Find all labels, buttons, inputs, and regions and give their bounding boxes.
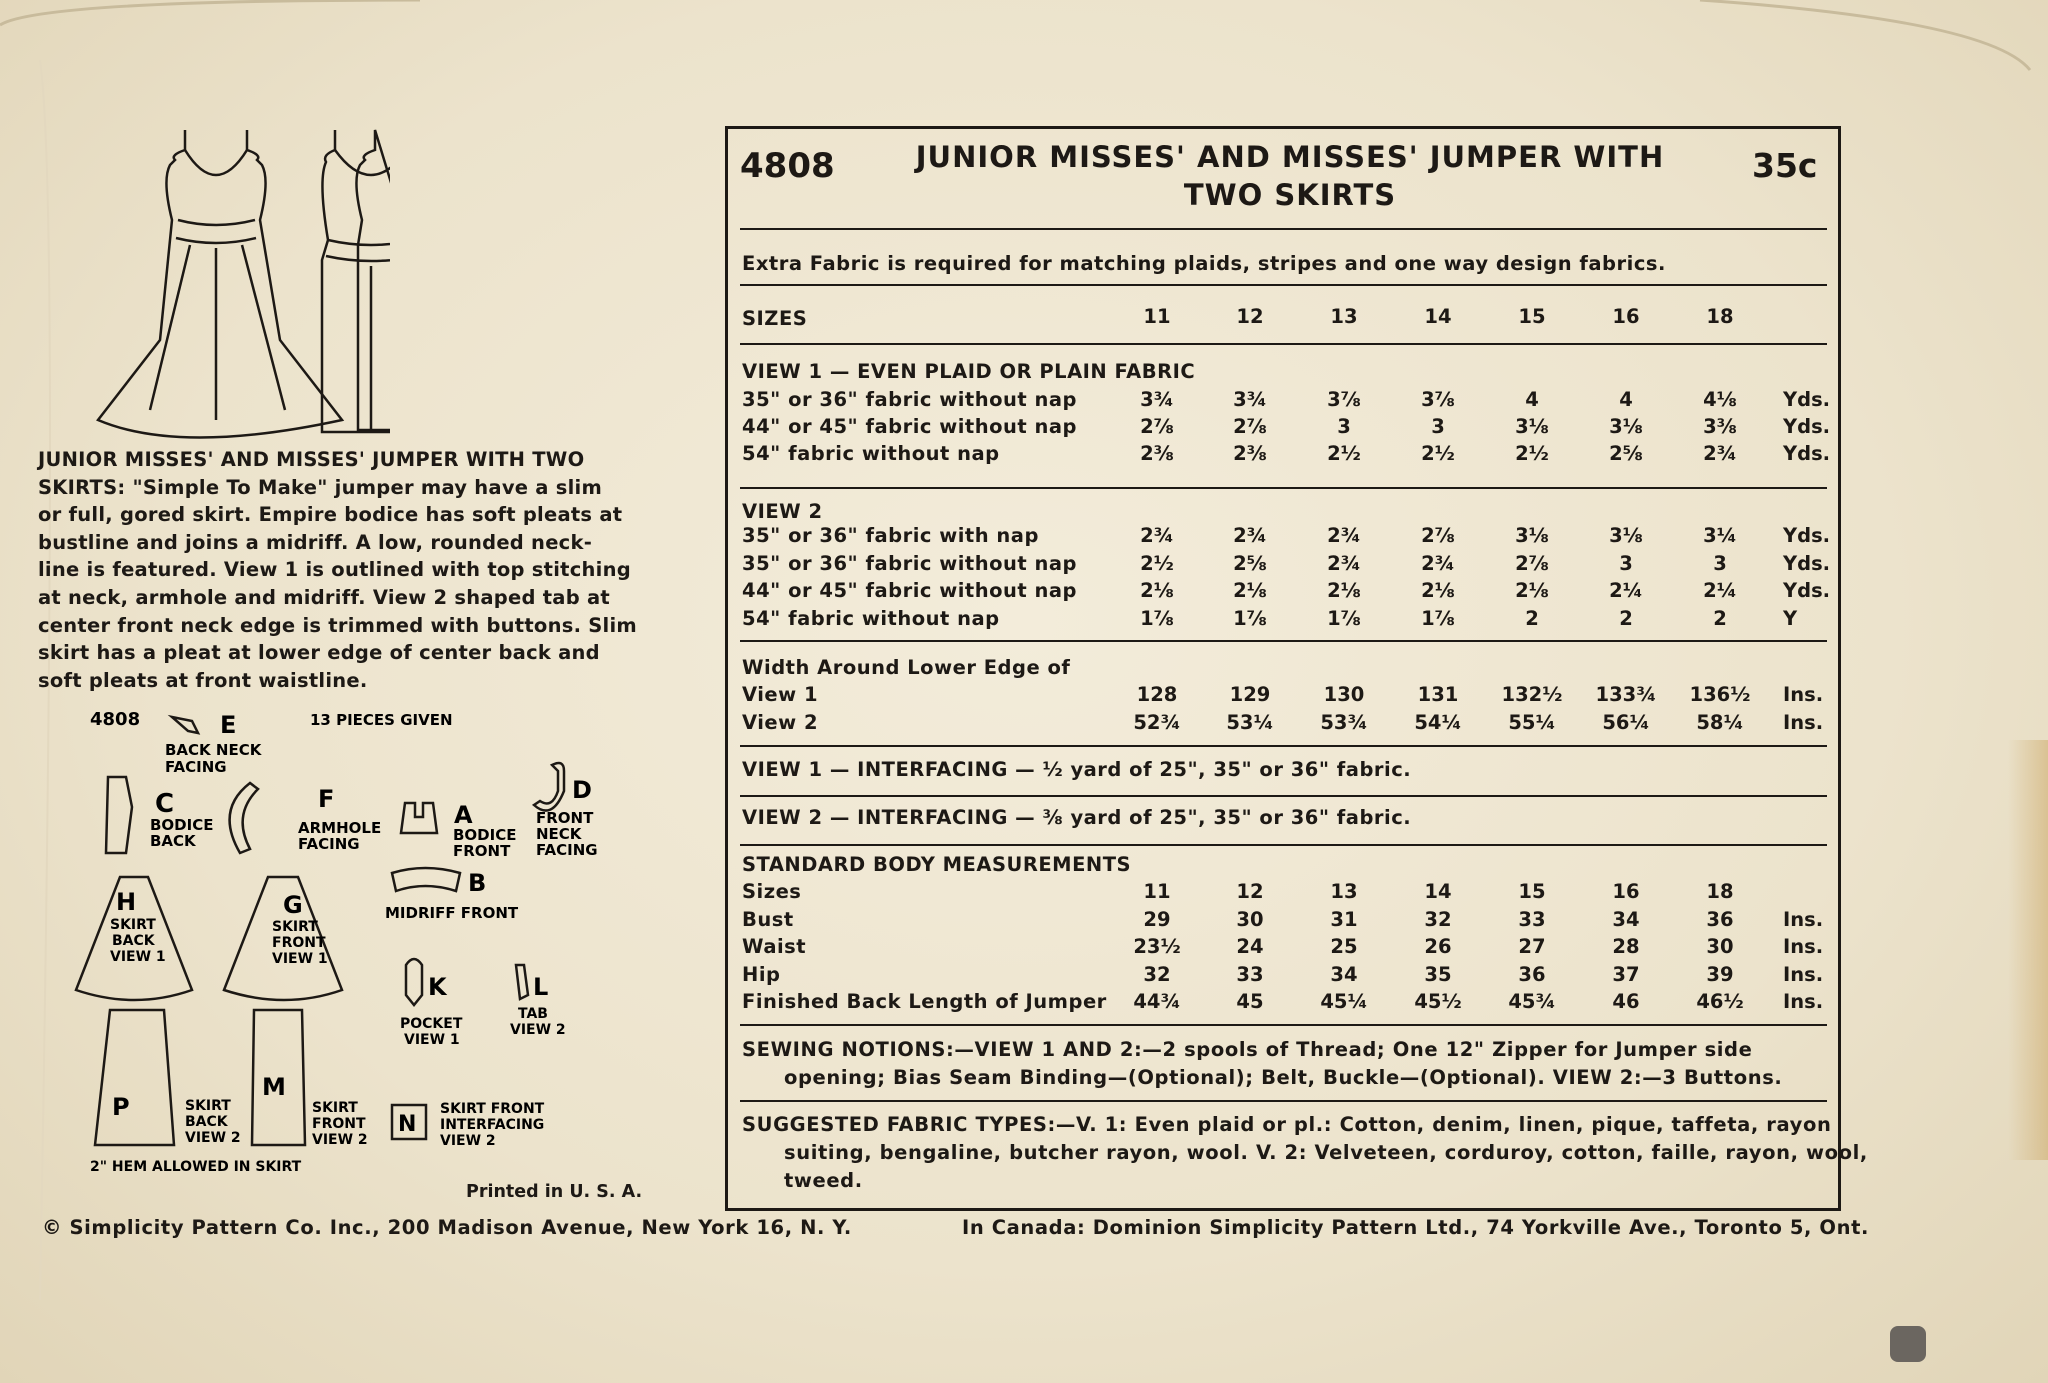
table-cell: 2⅜ xyxy=(1233,442,1267,465)
piece-h-label: SKIRT xyxy=(110,917,156,933)
table-cell: 2½ xyxy=(1515,442,1549,465)
size-header: 13 xyxy=(1330,305,1358,328)
piece-letter-e: E xyxy=(220,711,237,739)
row-unit: Y xyxy=(1783,606,1798,630)
piece-g-label: FRONT xyxy=(272,935,326,951)
piece-n-label: SKIRT FRONT xyxy=(440,1101,545,1117)
row-label: 54" fabric without nap xyxy=(742,606,1000,630)
table-cell: 4 xyxy=(1619,388,1633,411)
piece-k-label: POCKET xyxy=(400,1016,463,1032)
table-cell: 2⅝ xyxy=(1609,442,1643,465)
table-cell: 36 xyxy=(1706,907,1734,931)
table-cell: 52¾ xyxy=(1133,710,1181,734)
table-cell: 3⅞ xyxy=(1421,388,1455,411)
row-label: 44" or 45" fabric without nap xyxy=(742,415,1078,438)
table-cell: 1⅞ xyxy=(1140,606,1174,630)
table-cell: 36 xyxy=(1518,962,1546,986)
table-cell: 3⅞ xyxy=(1327,388,1361,411)
piece-letter-h: H xyxy=(116,888,137,916)
piece-l-label: TAB xyxy=(518,1006,548,1022)
piece-m-label: VIEW 2 xyxy=(312,1132,368,1148)
view2-interfacing: VIEW 2 — INTERFACING — ⅜ yard of 25", 35" or 36" fabric. xyxy=(742,806,1412,829)
piece-letter-k: K xyxy=(428,973,447,1001)
table-cell: 3 xyxy=(1337,415,1351,438)
view1-heading: VIEW 1 — EVEN PLAID OR PLAIN FABRIC xyxy=(742,360,1196,383)
description-line: SKIRTS: "Simple To Make" jumper may have a slim xyxy=(38,475,603,499)
piece-f-label: ARMHOLE xyxy=(298,819,382,837)
row-label: 35" or 36" fabric without nap xyxy=(742,551,1078,575)
table-cell: 3 xyxy=(1713,551,1727,575)
piece-d-label: FACING xyxy=(536,841,598,859)
view1-interfacing: VIEW 1 — INTERFACING — ½ yard of 25", 35" or 36" fabric. xyxy=(742,758,1412,781)
table-cell: 26 xyxy=(1424,935,1452,958)
piece-letter-f: F xyxy=(318,785,335,813)
row-unit: Yds. xyxy=(1783,579,1831,602)
table-cell: 30 xyxy=(1236,907,1264,931)
row-unit: Yds. xyxy=(1783,442,1831,465)
piece-f-label: FACING xyxy=(298,835,360,853)
piece-p-label: BACK xyxy=(185,1114,228,1130)
table-cell: 3⅛ xyxy=(1609,415,1643,438)
footer-copyright: © Simplicity Pattern Co. Inc., 200 Madison Avenue, New York 16, N. Y. xyxy=(42,1216,852,1239)
table-cell: 2¾ xyxy=(1233,524,1267,547)
table-cell: 45¾ xyxy=(1508,990,1556,1013)
piece-g-label: SKIRT xyxy=(272,919,318,935)
piece-a-label: BODICE xyxy=(453,826,517,844)
table-cell: 1⅞ xyxy=(1327,606,1361,630)
table-cell: 30 xyxy=(1706,935,1734,958)
row-label: 44" or 45" fabric without nap xyxy=(742,579,1078,602)
pattern-description xyxy=(38,446,643,694)
piece-m-label: FRONT xyxy=(312,1116,366,1132)
table-cell: 133¾ xyxy=(1595,683,1657,706)
table-cell: 27 xyxy=(1518,935,1546,958)
table-cell: 53¾ xyxy=(1320,710,1368,734)
table-cell: 33 xyxy=(1236,962,1264,986)
table-cell: 2⅝ xyxy=(1233,551,1267,575)
row-unit: Ins. xyxy=(1783,990,1824,1013)
piece-n-label: VIEW 2 xyxy=(440,1133,496,1149)
table-cell: 16 xyxy=(1612,880,1640,903)
row-label: 35" or 36" fabric without nap xyxy=(742,388,1078,411)
description-line: center front neck edge is trimmed with buttons. Slim xyxy=(38,613,637,637)
table-cell: 3⅛ xyxy=(1515,524,1549,547)
piece-k-label: VIEW 1 xyxy=(404,1032,460,1048)
row-label: 35" or 36" fabric with nap xyxy=(742,524,1039,547)
piece-p-label: SKIRT xyxy=(185,1098,231,1114)
piece-d-label: FRONT xyxy=(536,809,594,827)
table-cell: 3¼ xyxy=(1703,524,1737,547)
row-label: Finished Back Length of Jumper xyxy=(742,990,1107,1013)
piece-h-label: BACK xyxy=(112,933,155,949)
table-cell: 39 xyxy=(1706,962,1734,986)
size-header: 18 xyxy=(1706,305,1734,328)
table-cell: 15 xyxy=(1518,880,1546,903)
description-line: JUNIOR MISSES' AND MISSES' JUMPER WITH TWO xyxy=(38,448,585,471)
description-line: line is featured. View 1 is outlined with top stitching xyxy=(38,558,631,582)
sizes-label: SIZES xyxy=(742,307,808,330)
table-cell: 2⅛ xyxy=(1327,579,1361,602)
table-cell: 44¾ xyxy=(1133,990,1181,1013)
table-cell: 58¼ xyxy=(1696,710,1744,734)
hem-note: 2" HEM ALLOWED IN SKIRT xyxy=(90,1159,302,1175)
divider xyxy=(740,284,1827,286)
piece-letter-b: B xyxy=(468,869,487,897)
footer-canada: In Canada: Dominion Simplicity Pattern Ltd., 74 Yorkville Ave., Toronto 5, Ont. xyxy=(962,1216,1870,1239)
table-cell: 128 xyxy=(1136,683,1178,706)
table-cell: 18 xyxy=(1706,880,1734,903)
table-cell: 1⅞ xyxy=(1421,606,1455,630)
table-cell: 2¾ xyxy=(1327,551,1361,575)
row-unit: Ins. xyxy=(1783,962,1824,986)
table-cell: 2 xyxy=(1525,606,1539,630)
table-cell: 2 xyxy=(1619,606,1633,630)
size-header: 15 xyxy=(1518,305,1546,328)
table-cell: 2¼ xyxy=(1609,579,1643,602)
divider xyxy=(740,487,1827,489)
piece-letter-m: M xyxy=(262,1073,286,1101)
width-heading: Width Around Lower Edge of xyxy=(742,656,1071,679)
row-unit: Yds. xyxy=(1783,524,1831,547)
edge-stain xyxy=(2008,740,2048,1160)
row-label: Hip xyxy=(742,962,781,986)
piece-letter-p: P xyxy=(112,1093,130,1121)
table-cell: 2⅛ xyxy=(1233,579,1267,602)
table-cell: 2¾ xyxy=(1140,524,1174,547)
divider xyxy=(740,795,1827,797)
table-cell: 32 xyxy=(1424,907,1452,931)
divider xyxy=(740,343,1827,345)
printed-in: Printed in U. S. A. xyxy=(466,1182,643,1202)
piece-letter-g: G xyxy=(283,891,303,919)
divider xyxy=(740,228,1827,230)
table-cell: 1⅞ xyxy=(1233,606,1267,630)
row-unit: Ins. xyxy=(1783,710,1824,734)
table-cell: 2⅞ xyxy=(1140,415,1174,438)
sewing-notions-line1: SEWING NOTIONS:—VIEW 1 AND 2:—2 spools of Thread; One 12" Zipper for Jumper side xyxy=(742,1038,1753,1061)
row-label: View 1 xyxy=(742,683,819,706)
table-cell: 3¾ xyxy=(1233,388,1267,411)
row-label: Waist xyxy=(742,935,807,958)
row-unit: Ins. xyxy=(1783,907,1824,931)
table-cell: 2⅛ xyxy=(1515,579,1549,602)
piece-c-label: BODICE xyxy=(150,816,214,834)
row-unit: Ins. xyxy=(1783,683,1824,706)
table-cell: 31 xyxy=(1330,907,1358,931)
table-cell: 55¼ xyxy=(1508,710,1556,734)
row-unit: Yds. xyxy=(1783,551,1831,575)
description-line: bustline and joins a midriff. A low, rounded neck- xyxy=(38,530,593,554)
piece-d-label: NECK xyxy=(536,825,582,843)
corner-mark xyxy=(1890,1326,1926,1362)
row-unit: Ins. xyxy=(1783,935,1824,958)
size-header: 12 xyxy=(1236,305,1264,328)
piece-letter-l: L xyxy=(533,973,549,1001)
piece-e-label: BACK NECK xyxy=(165,741,262,759)
description-line: at neck, armhole and midriff. View 2 shaped tab at xyxy=(38,585,610,609)
table-cell: 3¾ xyxy=(1140,388,1174,411)
piece-g-label: VIEW 1 xyxy=(272,951,328,967)
table-cell: 130 xyxy=(1323,683,1365,706)
table-cell: 12 xyxy=(1236,880,1264,903)
table-cell: 45½ xyxy=(1414,990,1462,1013)
table-cell: 131 xyxy=(1417,683,1459,706)
pieces-pattern-number: 4808 xyxy=(90,709,141,730)
table-cell: 2⅛ xyxy=(1421,579,1455,602)
fabric-types-line3: tweed. xyxy=(784,1169,863,1192)
row-unit: Yds. xyxy=(1783,415,1831,438)
piece-h-label: VIEW 1 xyxy=(110,949,166,965)
table-cell: 136½ xyxy=(1689,683,1751,706)
table-cell: 3⅛ xyxy=(1609,524,1643,547)
row-label: 54" fabric without nap xyxy=(742,442,1000,465)
table-cell: 14 xyxy=(1424,880,1452,903)
table-cell: 23½ xyxy=(1133,935,1181,958)
divider xyxy=(740,1024,1827,1026)
table-cell: 32 xyxy=(1143,962,1171,986)
table-cell: 2½ xyxy=(1421,442,1455,465)
table-cell: 54¼ xyxy=(1414,710,1462,734)
table-cell: 129 xyxy=(1229,683,1271,706)
table-cell: 53¼ xyxy=(1226,710,1274,734)
table-cell: 2¾ xyxy=(1703,442,1737,465)
table-cell: 45¼ xyxy=(1320,990,1368,1013)
piece-letter-d: D xyxy=(572,776,592,804)
row-label: Sizes xyxy=(742,880,802,903)
size-header: 11 xyxy=(1143,305,1171,328)
table-cell: 3 xyxy=(1431,415,1445,438)
table-cell: 13 xyxy=(1330,880,1358,903)
pieces-count: 13 PIECES GIVEN xyxy=(310,711,453,729)
fabric-types-line2: suiting, bengaline, butcher rayon, wool. V. 2: Velveteen, corduroy, cotton, faille, rayon, wool, xyxy=(784,1141,1868,1164)
row-label: View 2 xyxy=(742,710,819,734)
description-line: or full, gored skirt. Empire bodice has soft pleats at xyxy=(38,503,623,527)
piece-e-label: FACING xyxy=(165,758,227,776)
fabric-types-line1: SUGGESTED FABRIC TYPES:—V. 1: Even plaid or pl.: Cotton, denim, linen, pique, taffeta, rayon xyxy=(742,1113,1832,1136)
piece-letter-c: C xyxy=(155,789,175,819)
pattern-price: 35c xyxy=(1752,146,1818,185)
table-cell: 3⅜ xyxy=(1703,415,1737,438)
table-cell: 2¾ xyxy=(1421,551,1455,575)
table-cell: 2¼ xyxy=(1703,579,1737,602)
table-cell: 45 xyxy=(1236,990,1264,1013)
piece-b-label: MIDRIFF FRONT xyxy=(385,904,519,922)
table-cell: 2⅜ xyxy=(1140,442,1174,465)
size-header: 14 xyxy=(1424,305,1452,328)
row-unit: Yds. xyxy=(1783,388,1831,411)
divider xyxy=(740,745,1827,747)
table-cell: 3⅛ xyxy=(1515,415,1549,438)
description-line: skirt has a pleat at lower edge of center back and xyxy=(38,641,600,665)
piece-letter-a: A xyxy=(454,801,473,829)
view2-heading: VIEW 2 xyxy=(742,500,823,523)
pattern-pieces-diagram xyxy=(40,705,650,1185)
divider xyxy=(740,844,1827,846)
divider xyxy=(740,1100,1827,1102)
table-cell: 24 xyxy=(1236,935,1264,958)
table-cell: 2⅞ xyxy=(1515,551,1549,575)
piece-m-label: SKIRT xyxy=(312,1100,358,1116)
table-cell: 35 xyxy=(1424,962,1452,986)
table-cell: 29 xyxy=(1143,907,1171,931)
table-cell: 2½ xyxy=(1140,551,1174,575)
table-cell: 28 xyxy=(1612,935,1640,958)
table-cell: 2⅞ xyxy=(1421,524,1455,547)
piece-c-label: BACK xyxy=(150,832,196,850)
sewing-notions-line2: opening; Bias Seam Binding—(Optional); Belt, Buckle—(Optional). VIEW 2:—3 Buttons. xyxy=(784,1066,1783,1089)
table-cell: 11 xyxy=(1143,880,1171,903)
table-cell: 2¾ xyxy=(1327,524,1361,547)
pattern-title-line2: TWO SKIRTS xyxy=(1183,178,1397,212)
table-cell: 4⅛ xyxy=(1703,388,1737,411)
piece-letter-n: N xyxy=(398,1112,417,1137)
table-cell: 3 xyxy=(1619,551,1633,575)
divider xyxy=(740,640,1827,642)
table-cell: 25 xyxy=(1330,935,1358,958)
size-header: 16 xyxy=(1612,305,1640,328)
table-cell: 46½ xyxy=(1696,990,1744,1013)
table-cell: 34 xyxy=(1330,962,1358,986)
table-cell: 34 xyxy=(1612,907,1640,931)
table-cell: 2 xyxy=(1713,606,1727,630)
table-cell: 46 xyxy=(1612,990,1640,1013)
jumper-line-drawing xyxy=(90,120,390,450)
piece-l-label: VIEW 2 xyxy=(510,1022,566,1038)
table-cell: 4 xyxy=(1525,388,1539,411)
pattern-number: 4808 xyxy=(740,146,835,186)
piece-p-label: VIEW 2 xyxy=(185,1130,241,1146)
piece-n-label: INTERFACING xyxy=(440,1117,545,1133)
piece-a-label: FRONT xyxy=(453,842,511,860)
body-measurements-heading: STANDARD BODY MEASUREMENTS xyxy=(742,853,1132,876)
table-cell: 37 xyxy=(1612,962,1640,986)
table-cell: 2⅛ xyxy=(1140,579,1174,602)
table-cell: 2⅞ xyxy=(1233,415,1267,438)
table-cell: 2½ xyxy=(1327,442,1361,465)
description-line: soft pleats at front waistline. xyxy=(38,668,368,692)
pattern-title-line1: JUNIOR MISSES' AND MISSES' JUMPER WITH xyxy=(915,140,1665,174)
extra-fabric-note: Extra Fabric is required for matching plaids, stripes and one way design fabrics. xyxy=(742,252,1666,275)
table-cell: 56¼ xyxy=(1602,710,1650,734)
row-label: Bust xyxy=(742,907,794,931)
table-cell: 33 xyxy=(1518,907,1546,931)
table-cell: 132½ xyxy=(1501,683,1563,706)
